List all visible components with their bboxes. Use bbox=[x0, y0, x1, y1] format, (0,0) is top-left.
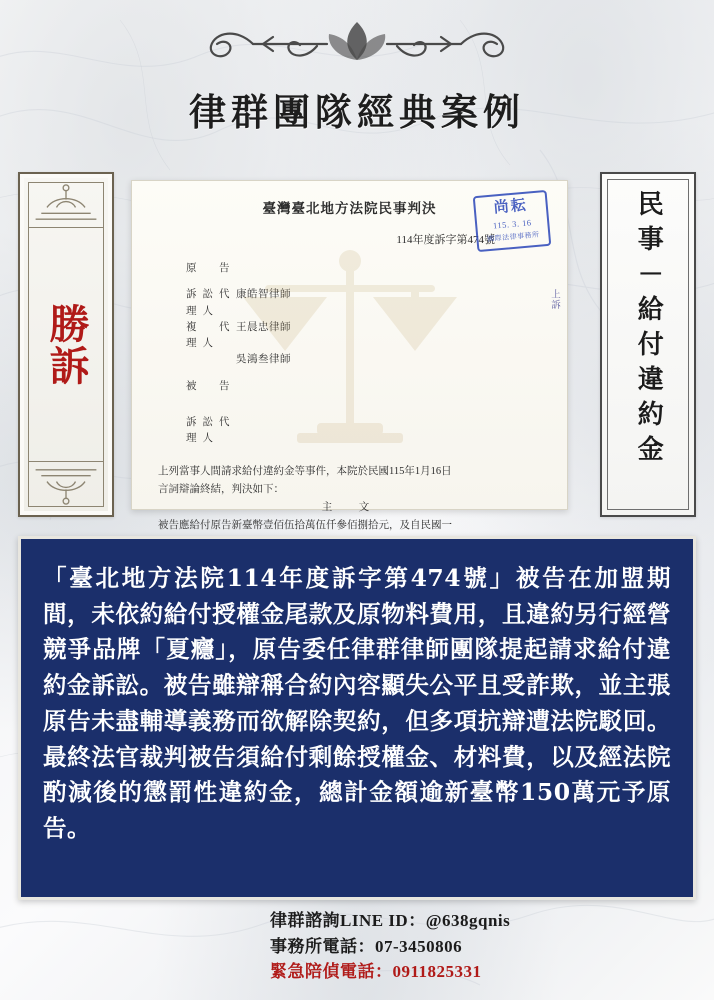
case-overview-section bbox=[0, 168, 714, 531]
row-spacer bbox=[158, 395, 541, 405]
party-value: 康皓智律師 bbox=[236, 289, 291, 301]
seal-office: 國際法律事務所 bbox=[486, 230, 540, 244]
pillar-bottom-ornament-icon bbox=[28, 461, 104, 507]
document-title: 臺灣臺北地方法院民事判決 bbox=[262, 201, 437, 216]
document-body bbox=[158, 463, 541, 534]
seal-name: 尚耘 bbox=[493, 197, 529, 217]
table-row bbox=[158, 320, 541, 353]
document-paragraph-3: 被告應給付原告新臺幣壹佰伍拾萬伍仟參佰捌拾元，及自民國一 bbox=[158, 519, 452, 531]
case-summary-panel bbox=[18, 536, 696, 900]
footer-line-emergency: 緊急陪偵電話：0911825331 bbox=[270, 962, 482, 981]
table-row bbox=[158, 379, 541, 395]
row-spacer bbox=[158, 369, 541, 379]
lotus-flourish-ornament-icon bbox=[167, 14, 547, 78]
office-seal-stamp bbox=[473, 190, 552, 252]
table-row bbox=[158, 287, 541, 320]
footer-line-phone: 事務所電話：07-3450806 bbox=[270, 936, 463, 956]
judgment-document bbox=[131, 180, 568, 531]
page-title: 律群團隊經典案例 bbox=[189, 90, 525, 134]
document-section-heading: 主 文 bbox=[321, 502, 378, 514]
case-summary-text: 「臺北地方法院114年度訴字第474號」被告在加盟期間，未依約給付授權金尾款及原物料費用，且違約另行經營競爭品牌「夏癮」，原告委任律群律師團隊提起請求給付違約金訴訟。被告雖辯稱合約內容顯失公平且受詐欺，並主張原告未盡輔導義務而欲解除契約，但多項抗辯遭法院駁回。最終法官裁判被告須給付剩餘授權金、材料費，以及經法院酌減後的懲罰性違約金，總計金額逾新臺幣150萬元予原告。 bbox=[43, 564, 671, 843]
document-case-number: 114年度訴字第474號 bbox=[396, 234, 495, 246]
party-label: 被 告 bbox=[186, 380, 236, 392]
case-type-box bbox=[600, 172, 696, 517]
row-spacer bbox=[158, 405, 541, 415]
row-spacer bbox=[158, 277, 541, 287]
table-row bbox=[158, 352, 541, 368]
pillar-top-ornament-icon bbox=[28, 182, 104, 228]
party-value: 吳鴻叁律師 bbox=[236, 354, 291, 366]
footer-line-consult: 律群諮詢LINE ID：@638gqnis bbox=[270, 911, 511, 930]
party-label: 訴訟代理人 bbox=[186, 289, 236, 317]
document-paragraph-2: 言詞辯論終結，判決如下： bbox=[158, 484, 284, 496]
table-row bbox=[158, 415, 541, 448]
document-party-rows bbox=[158, 261, 541, 447]
verdict-result-label: 勝訴 bbox=[43, 302, 90, 387]
seal-date: 115. 3. 16 bbox=[492, 217, 532, 231]
page-header bbox=[0, 14, 714, 154]
party-label: 訴訟代理人 bbox=[186, 416, 236, 445]
contact-footer bbox=[270, 908, 690, 985]
table-row bbox=[158, 261, 541, 277]
handwritten-appeal-mark: 上訴 bbox=[549, 289, 559, 310]
party-label: 複 代理人 bbox=[186, 321, 236, 350]
document-paragraph-1: 上列當事人間請求給付違約金等事件，本院於民國115年1月16日 bbox=[158, 466, 452, 478]
party-value: 王晨忠律師 bbox=[236, 321, 291, 333]
case-type-label: 民事－給付違約金 bbox=[633, 190, 664, 470]
verdict-result-pillar bbox=[18, 172, 114, 517]
party-label bbox=[158, 352, 236, 368]
party-label: 原 告 bbox=[186, 263, 236, 274]
